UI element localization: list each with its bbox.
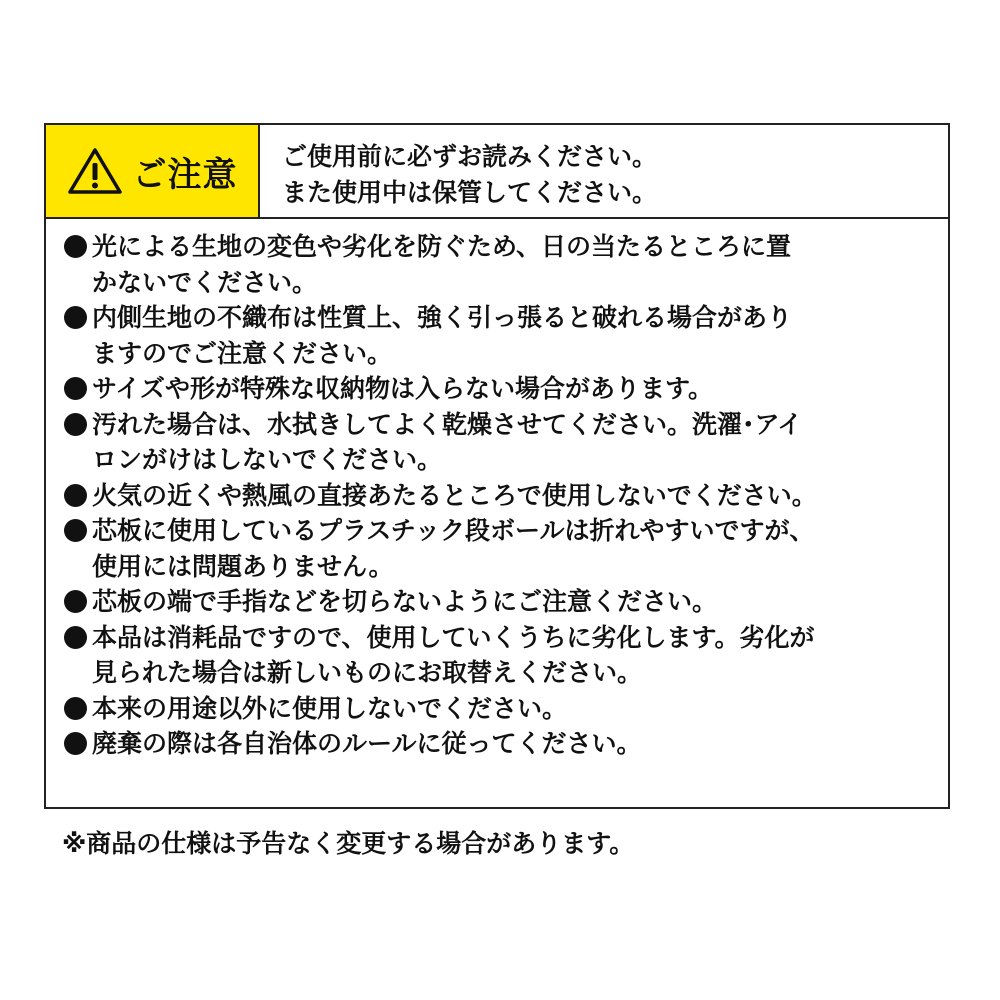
header-message-line: ご使用前に必ずお読みください。 (282, 142, 658, 171)
warning-triangle-icon (67, 147, 123, 195)
bullet-icon (64, 306, 87, 329)
caution-label-block (46, 125, 260, 217)
bullet-icon (64, 732, 87, 755)
notice-item (64, 513, 948, 584)
bullet-icon (64, 519, 87, 542)
notice-item-text: 火気の近くや熱風の直接あたるところで使用しないでください。 (92, 480, 817, 510)
caution-label: ご注意 (132, 154, 238, 195)
notice-item (64, 407, 948, 478)
notice-item (64, 620, 948, 691)
notice-header (46, 125, 948, 219)
bullet-icon (64, 697, 87, 720)
bullet-icon (64, 413, 87, 436)
notice-item-text: 見られた場合は新しいものにお取替えください。 (92, 658, 643, 687)
notice-item-text: 廃棄の際は各自治体のルールに従ってください。 (92, 729, 642, 758)
notice-item-text: 内側生地の不織布は性質上、強く引っ張ると破れる場合があり (92, 303, 793, 332)
notice-box (44, 123, 950, 809)
notice-item-text: ますのでご注意ください。 (92, 338, 393, 368)
notice-item-text: ロンがけはしないでください。 (92, 445, 443, 474)
notice-item (64, 726, 948, 762)
header-message (260, 125, 948, 217)
notice-item-text: 芯板に使用しているプラスチック段ボールは折れやすいですが、 (92, 516, 815, 545)
bullet-icon (64, 484, 87, 507)
notice-item-text: サイズや形が特殊な収納物は入らない場合があります。 (92, 374, 714, 403)
bullet-icon (64, 626, 87, 649)
notice-item (64, 371, 948, 407)
notice-item-text: かないでください。 (92, 267, 318, 297)
bullet-icon (64, 590, 87, 613)
notice-item (64, 229, 948, 300)
notice-item-text: 使用には問題ありません。 (92, 551, 394, 581)
bullet-icon (64, 377, 87, 400)
notice-item (64, 300, 948, 371)
notice-item-text: 本品は消耗品ですので、使用していくうちに劣化します。劣化が (92, 622, 815, 652)
notice-item (64, 584, 948, 620)
notice-list (46, 219, 948, 762)
notice-item-text: 芯板の端で手指などを切らないようにご注意ください。 (92, 587, 718, 616)
notice-item-text: 汚れた場合は、水拭きしてよく乾燥させてください。洗濯･アイ (92, 409, 803, 439)
notice-item (64, 691, 948, 727)
notice-item-text: 本来の用途以外に使用しないでください。 (92, 693, 568, 723)
header-message-line: また使用中は保管してください。 (282, 178, 658, 207)
bullet-icon (64, 235, 87, 258)
notice-item-text: 光による生地の変色や劣化を防ぐため、日の当たるところに置 (92, 232, 792, 261)
notice-item (64, 478, 948, 514)
spec-change-footnote: ※商品の仕様は予告なく変更する場合があります。 (62, 829, 635, 858)
